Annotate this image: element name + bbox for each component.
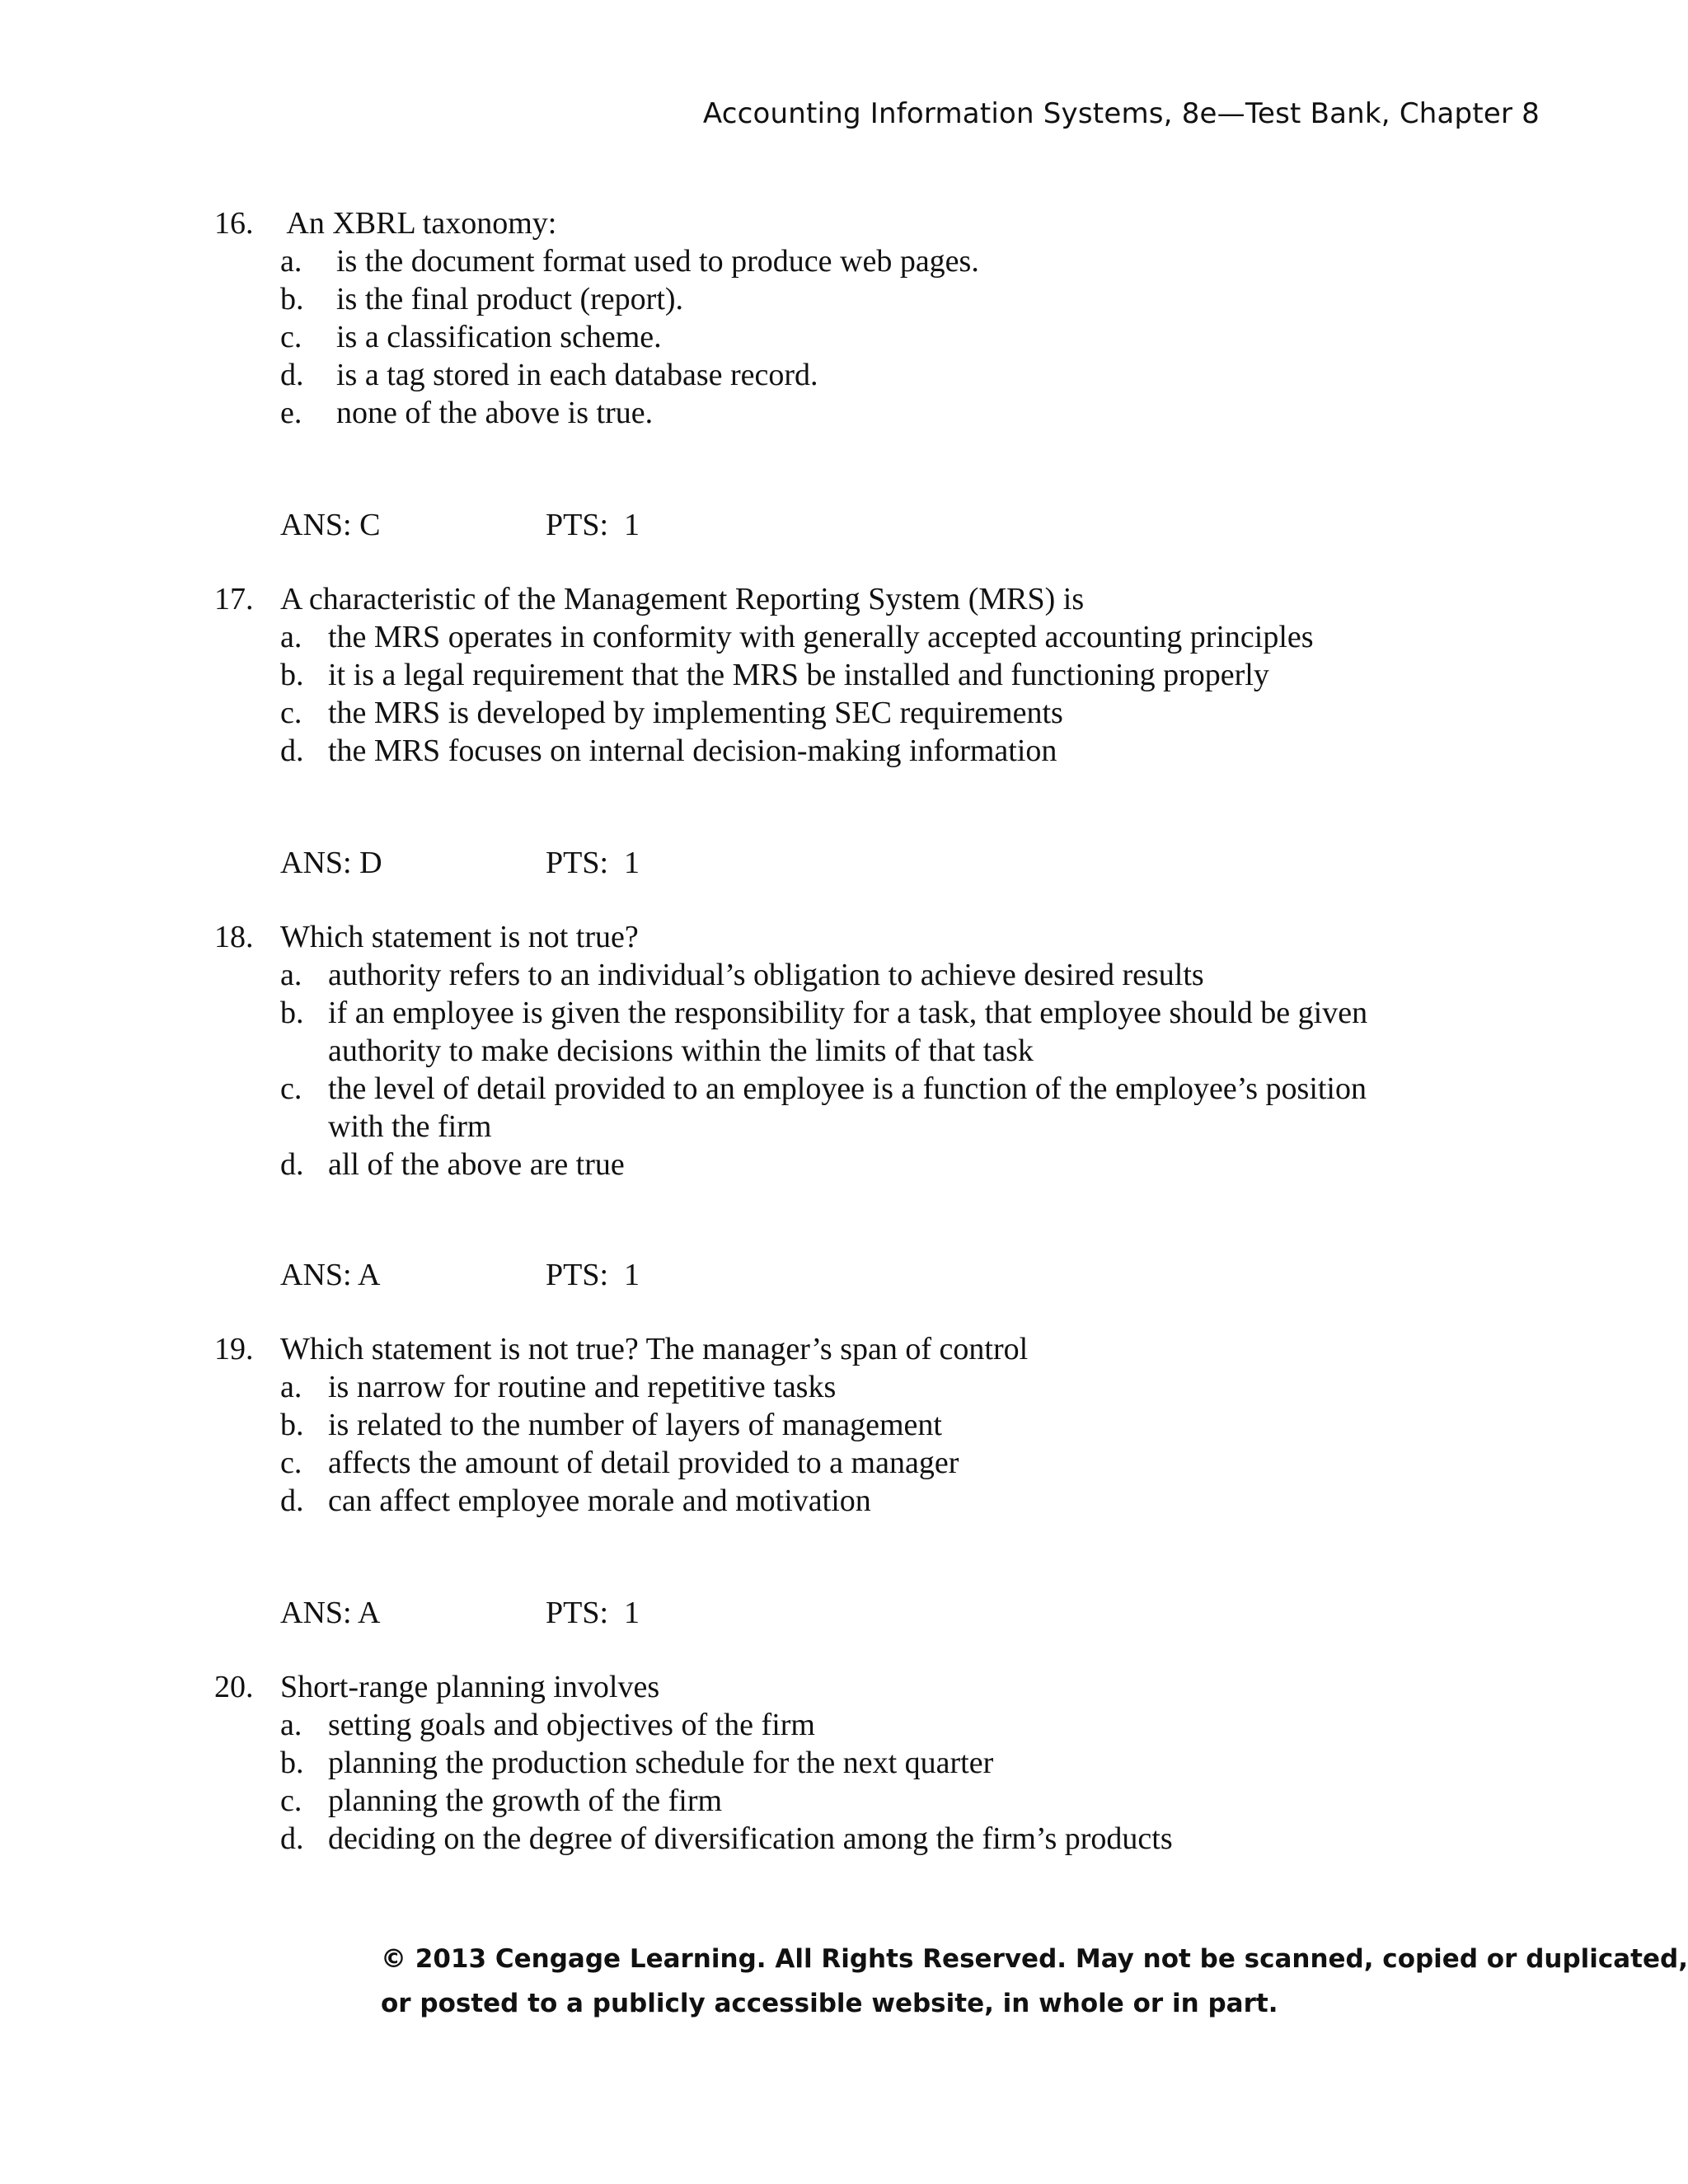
copyright-line-2: or posted to a publicly accessible website, in whole or in part. (381, 1989, 1278, 2018)
answer-options (280, 242, 979, 432)
pts-value: 1 (624, 1596, 640, 1630)
question-stem-row (214, 1330, 1028, 1368)
running-header: Accounting Information Systems, 8e—Test Bank, Chapter 8 (702, 97, 1540, 130)
answer-line-19 (280, 1594, 640, 1632)
option-text: is related to the number of layers of management (328, 1408, 942, 1442)
question-number: 16. (214, 206, 254, 241)
option-text: it is a legal requirement that the MRS be installed and functioning properly (328, 658, 1269, 692)
pts-value: 1 (624, 846, 640, 880)
question-stem: A characteristic of the Management Reporting System (MRS) is (280, 582, 1085, 616)
option-letter: d. (280, 1147, 304, 1182)
option-text: is narrow for routine and repetitive tasks (328, 1370, 837, 1404)
ans-label: ANS: (280, 1258, 352, 1292)
ans-label: ANS: (280, 1596, 352, 1630)
question-16 (214, 204, 979, 432)
pts-label: PTS: (546, 508, 609, 542)
option-b (280, 1744, 1173, 1782)
question-stem: Which statement is not true? The manager’s span of control (280, 1332, 1029, 1366)
option-text: setting goals and objectives of the firm (328, 1708, 815, 1742)
option-text: the MRS focuses on internal decision-making information (328, 733, 1057, 768)
option-text-continuation: with the firm (328, 1109, 492, 1144)
question-stem: Which statement is not true? (280, 920, 639, 954)
question-19 (214, 1330, 1028, 1520)
option-text: deciding on the degree of diversification among the firm’s products (328, 1821, 1173, 1856)
option-c (280, 694, 1314, 732)
option-letter: c. (280, 696, 302, 730)
option-e (280, 394, 979, 432)
option-text: can affect employee morale and motivation (328, 1483, 871, 1518)
points (546, 1256, 640, 1294)
ans-value: A (357, 1596, 381, 1630)
answer-options (280, 956, 1367, 1183)
option-text: authority refers to an individual’s obligation to achieve desired results (328, 958, 1204, 992)
option-letter: c. (280, 1446, 302, 1480)
option-text: planning the growth of the firm (328, 1783, 723, 1818)
option-c (280, 1070, 1367, 1146)
option-letter: c. (280, 1071, 302, 1106)
option-c (280, 1782, 1173, 1820)
option-text: is the final product (report). (336, 282, 684, 316)
option-letter: e. (280, 396, 302, 430)
points (546, 844, 640, 882)
option-a (280, 242, 979, 280)
option-letter: d. (280, 733, 304, 768)
option-a (280, 1368, 1028, 1406)
ans-value: A (357, 1258, 381, 1292)
question-18 (214, 918, 1367, 1183)
ans-label: ANS: (280, 508, 352, 542)
option-letter: a. (280, 1370, 302, 1404)
option-letter: a. (280, 244, 302, 279)
option-text: is a classification scheme. (336, 320, 662, 354)
points (546, 1594, 640, 1632)
option-letter: a. (280, 620, 302, 654)
option-text: none of the above is true. (336, 396, 654, 430)
option-letter: a. (280, 958, 302, 992)
option-text-block (328, 994, 1367, 1070)
pts-label: PTS: (546, 1258, 609, 1292)
option-a (280, 1706, 1173, 1744)
question-20 (214, 1668, 1173, 1858)
option-letter: b. (280, 282, 304, 316)
option-letter: a. (280, 1708, 302, 1742)
ans-value: D (359, 846, 382, 880)
option-b (280, 280, 979, 318)
option-a (280, 618, 1314, 656)
option-d (280, 1482, 1028, 1520)
question-stem: An XBRL taxonomy: (280, 206, 557, 241)
option-letter: c. (280, 320, 302, 354)
option-b (280, 656, 1314, 694)
option-a (280, 956, 1367, 994)
option-text: if an employee is given the responsibility for a task, that employee should be given (328, 996, 1368, 1030)
option-c (280, 318, 979, 356)
pts-label: PTS: (546, 846, 609, 880)
question-number: 17. (214, 582, 254, 616)
option-text: all of the above are true (328, 1147, 625, 1182)
question-number: 19. (214, 1332, 254, 1366)
option-letter: b. (280, 1746, 304, 1780)
option-text: the MRS operates in conformity with generally accepted accounting principles (328, 620, 1314, 654)
option-letter: b. (280, 1408, 304, 1442)
question-number: 18. (214, 920, 254, 954)
answer-line-17 (280, 844, 640, 882)
option-letter: c. (280, 1783, 302, 1818)
copyright-footer (381, 1937, 1688, 2026)
answer-options (280, 1368, 1028, 1520)
pts-value: 1 (624, 1258, 640, 1292)
option-letter: d. (280, 358, 304, 392)
option-letter: d. (280, 1821, 304, 1856)
question-stem-row (214, 580, 1314, 618)
option-text: planning the production schedule for the next quarter (328, 1746, 994, 1780)
question-17 (214, 580, 1314, 770)
pts-label: PTS: (546, 1596, 609, 1630)
option-text-continuation: authority to make decisions within the limits of that task (328, 1033, 1034, 1068)
option-letter: d. (280, 1483, 304, 1518)
option-letter: b. (280, 658, 304, 692)
option-letter: b. (280, 996, 304, 1030)
question-number: 20. (214, 1670, 254, 1704)
answer-line-16 (280, 506, 640, 544)
copyright-line-1: © 2013 Cengage Learning. All Rights Reserved. May not be scanned, copied or duplicated, (381, 1944, 1688, 1974)
question-stem-row (214, 918, 1367, 956)
option-text: affects the amount of detail provided to a manager (328, 1446, 959, 1480)
question-stem-row (214, 1668, 1173, 1706)
option-d (280, 732, 1314, 770)
points (546, 506, 640, 544)
answer-options (280, 618, 1314, 770)
ans-label: ANS: (280, 846, 352, 880)
option-text: is the document format used to produce web pages. (336, 244, 979, 279)
option-b (280, 994, 1367, 1070)
option-b (280, 1406, 1028, 1444)
option-d (280, 1146, 1367, 1183)
option-text: is a tag stored in each database record. (336, 358, 818, 392)
answer-line-18 (280, 1256, 640, 1294)
ans-value: C (359, 508, 381, 542)
answer-options (280, 1706, 1173, 1858)
option-d (280, 1820, 1173, 1858)
option-text: the MRS is developed by implementing SEC requirements (328, 696, 1063, 730)
question-stem: Short-range planning involves (280, 1670, 660, 1704)
pts-value: 1 (624, 508, 640, 542)
option-c (280, 1444, 1028, 1482)
option-text-block (328, 1070, 1367, 1146)
option-d (280, 356, 979, 394)
option-text: the level of detail provided to an employee is a function of the employee’s position (328, 1071, 1367, 1106)
question-stem-row (214, 204, 979, 242)
